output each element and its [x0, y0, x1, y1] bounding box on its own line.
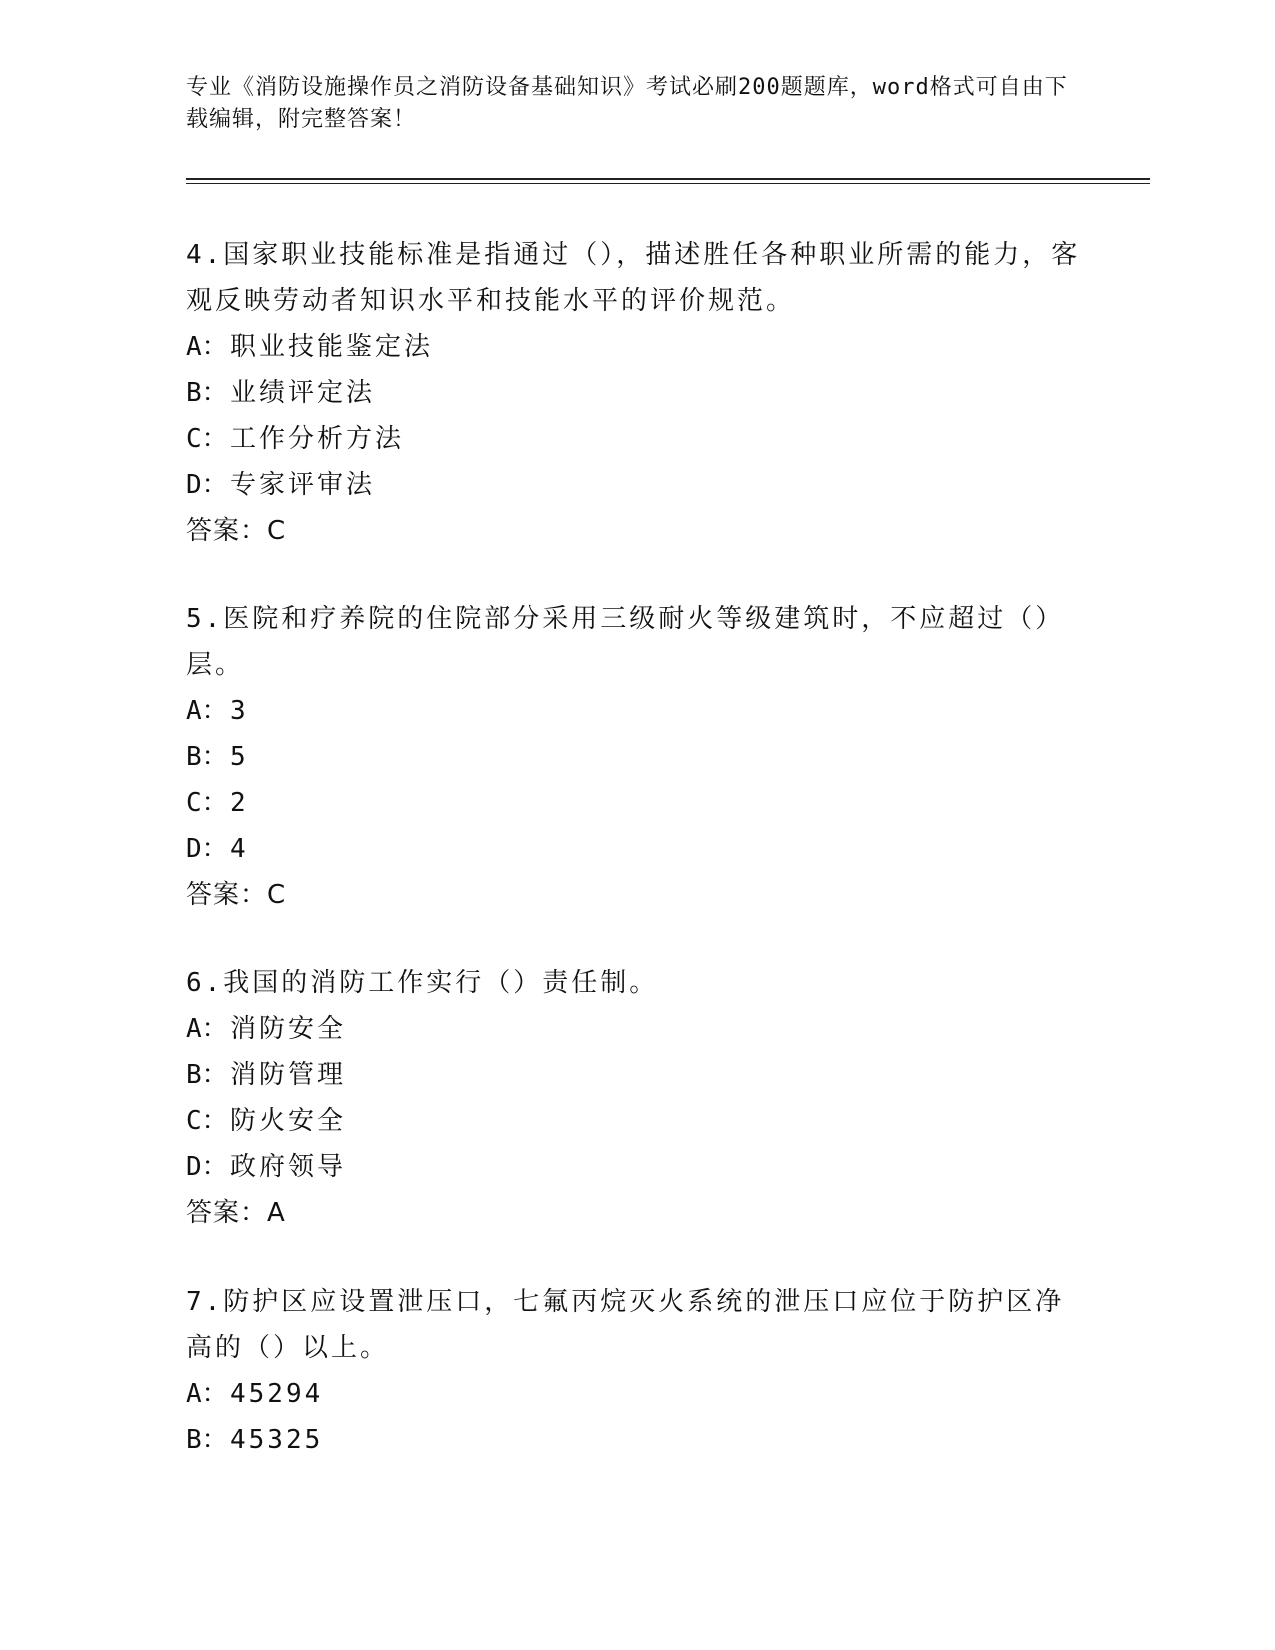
option-letter: A： — [186, 1379, 228, 1409]
answer-line: 答案：C — [186, 516, 287, 546]
question-stem: 5.医院和疗养院的住院部分采用三级耐火等级建筑时，不应超过（）层。 — [186, 604, 1065, 680]
option-a — [186, 1006, 1086, 1052]
option-c — [186, 780, 1086, 826]
option-letter: C： — [186, 788, 228, 818]
option-letter: B： — [186, 1060, 228, 1090]
question-stem: 4.国家职业技能标准是指通过（），描述胜任各种职业所需的能力，客观反映劳动者知识水平和技能水平的评价规范。 — [186, 240, 1081, 316]
option-c — [186, 416, 1086, 462]
option-d — [186, 826, 1086, 872]
option-text: 专家评审法 — [230, 470, 376, 500]
option-text: 2 — [230, 788, 249, 818]
header-divider-thick — [186, 178, 1150, 180]
option-text: 45325 — [230, 1425, 324, 1455]
answer-line: 答案：A — [186, 1198, 286, 1228]
option-text: 消防安全 — [230, 1014, 347, 1044]
option-letter: A： — [186, 332, 228, 362]
option-text: 45294 — [230, 1379, 324, 1409]
option-b — [186, 1417, 1086, 1463]
option-text: 防火安全 — [230, 1106, 347, 1136]
option-a — [186, 324, 1086, 370]
option-a — [186, 1371, 1086, 1417]
option-b — [186, 734, 1086, 780]
question-stem: 7.防护区应设置泄压口，七氟丙烷灭火系统的泄压口应位于防护区净高的（）以上。 — [186, 1287, 1065, 1363]
option-letter: B： — [186, 378, 228, 408]
option-b — [186, 370, 1086, 416]
question-stem: 6.我国的消防工作实行（）责任制。 — [186, 968, 659, 998]
option-letter: D： — [186, 470, 228, 500]
option-letter: C： — [186, 1106, 228, 1136]
option-text: 工作分析方法 — [230, 424, 405, 454]
question-7 — [186, 1279, 1086, 1463]
document-header: 专业《消防设施操作员之消防设备基础知识》考试必刷200题题库，word格式可自由下载编辑，附完整答案！ — [186, 75, 1068, 132]
option-text: 3 — [230, 696, 249, 726]
option-text: 职业技能鉴定法 — [230, 332, 434, 362]
question-5 — [186, 596, 1086, 918]
option-d — [186, 1144, 1086, 1190]
option-d — [186, 462, 1086, 508]
question-6 — [186, 960, 1086, 1236]
option-letter: D： — [186, 834, 228, 864]
option-text: 消防管理 — [230, 1060, 347, 1090]
option-letter: A： — [186, 696, 228, 726]
option-letter: A： — [186, 1014, 228, 1044]
option-text: 5 — [230, 742, 249, 772]
option-a — [186, 688, 1086, 734]
option-c — [186, 1098, 1086, 1144]
option-letter: D： — [186, 1152, 228, 1182]
option-letter: B： — [186, 1425, 228, 1455]
option-letter: B： — [186, 742, 228, 772]
header-divider-thin — [186, 183, 1150, 184]
answer-line: 答案：C — [186, 880, 287, 910]
option-letter: C： — [186, 424, 228, 454]
option-text: 政府领导 — [230, 1152, 347, 1182]
option-text: 4 — [230, 834, 249, 864]
option-b — [186, 1052, 1086, 1098]
option-text: 业绩评定法 — [230, 378, 376, 408]
question-4 — [186, 232, 1086, 554]
